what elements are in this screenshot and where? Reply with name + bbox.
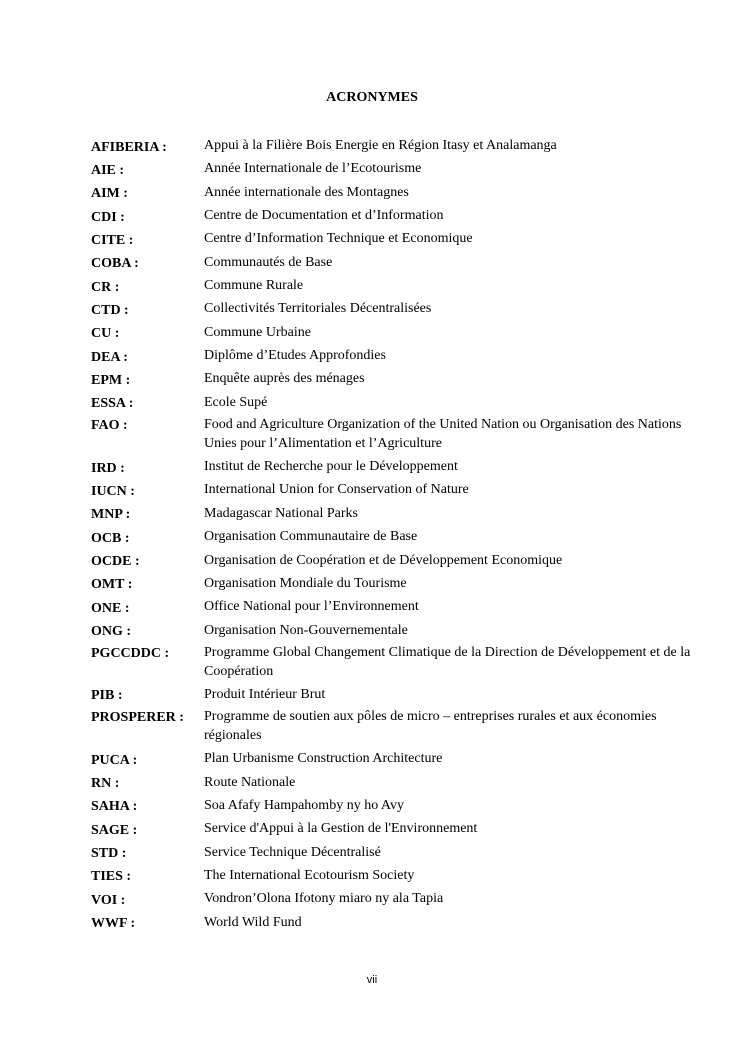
- acronym-definition: Commune Urbaine: [204, 324, 311, 340]
- acronym-abbr: AFIBERIA :: [91, 139, 167, 155]
- acronym-definition: Organisation Communautaire de Base: [204, 529, 418, 545]
- acronym-row: [91, 819, 691, 838]
- acronym-abbr: PIB :: [91, 688, 123, 704]
- acronym-definition: Programme Global Changement Climatique de la Direction de Développement et de la Coopération: [204, 644, 691, 679]
- acronym-definition: Collectivités Territoriales Décentralisées: [204, 301, 432, 317]
- acronym-definition: Institut de Recherche pour le Développement: [204, 459, 458, 475]
- acronym-abbr: IUCN :: [91, 483, 135, 499]
- acronym-abbr: AIM :: [91, 186, 128, 202]
- acronym-abbr: SAGE :: [91, 822, 138, 838]
- acronym-definition: Soa Afafy Hampahomby ny ho Avy: [204, 797, 404, 813]
- acronym-abbr: WWF :: [91, 916, 136, 932]
- acronym-abbr: IRD :: [91, 460, 125, 476]
- acronym-row: [91, 621, 691, 640]
- acronym-definition: Organisation Non-Gouvernementale: [204, 622, 408, 638]
- acronym-row: [91, 299, 691, 318]
- acronym-definition: Food and Agriculture Organization of the United Nation ou Organisation des Nations Unies pour l’Alimentation et l’Agriculture: [204, 416, 682, 451]
- acronym-abbr: RN :: [91, 776, 120, 792]
- acronym-abbr: PGCCDDC :: [91, 646, 170, 662]
- acronym-list: [91, 136, 691, 936]
- acronym-abbr: OMT :: [91, 577, 133, 593]
- acronym-definition: Service Technique Décentralisé: [204, 844, 381, 860]
- acronym-row: [91, 183, 691, 202]
- acronym-row: [91, 504, 691, 523]
- acronym-definition: Route Nationale: [204, 774, 296, 790]
- acronym-abbr: TIES :: [91, 869, 132, 885]
- acronym-definition: International Union for Conservation of Nature: [204, 482, 469, 498]
- acronym-abbr: CU :: [91, 326, 120, 342]
- acronym-row: [91, 749, 691, 768]
- acronym-row: [91, 866, 691, 885]
- acronym-abbr: PROSPERER :: [91, 710, 184, 726]
- acronym-definition: Programme de soutien aux pôles de micro – entreprises rurales et aux économies régionales: [204, 708, 657, 743]
- acronym-row: [91, 136, 691, 155]
- acronym-row: [91, 597, 691, 616]
- acronym-definition: Plan Urbanisme Construction Architecture: [204, 751, 443, 767]
- acronym-row: [91, 889, 691, 908]
- acronym-definition: Enquête auprès des ménages: [204, 371, 365, 387]
- acronym-abbr: SAHA :: [91, 799, 138, 815]
- acronym-abbr: VOI :: [91, 892, 126, 908]
- acronym-definition: Année Internationale de l’Ecotourisme: [204, 161, 422, 177]
- acronym-row: [91, 551, 691, 570]
- acronym-abbr: OCDE :: [91, 554, 140, 569]
- acronym-definition: World Wild Fund: [204, 914, 302, 930]
- acronym-definition: Centre d’Information Technique et Economique: [204, 231, 473, 247]
- acronym-abbr: CITE :: [91, 232, 134, 248]
- acronym-abbr: DEA :: [91, 349, 128, 365]
- acronym-row: [91, 229, 691, 248]
- acronym-row: [91, 843, 691, 862]
- acronym-row: [91, 527, 691, 546]
- acronym-row: [91, 323, 691, 342]
- acronym-abbr: STD :: [91, 846, 127, 862]
- acronym-row: [91, 159, 691, 178]
- acronym-abbr: CTD :: [91, 302, 129, 318]
- acronym-abbr: COBA :: [91, 256, 139, 272]
- acronym-abbr: ONG :: [91, 624, 132, 640]
- acronym-definition: Organisation Mondiale du Tourisme: [204, 575, 407, 591]
- acronym-definition: Office National pour l’Environnement: [204, 599, 419, 615]
- acronym-definition: Ecole Supé: [204, 394, 268, 410]
- acronym-definition: Madagascar National Parks: [204, 505, 358, 521]
- acronym-definition: Commune Rurale: [204, 278, 304, 294]
- acronym-definition: Vondron’Olona Ifotony miaro ny ala Tapia: [204, 891, 444, 907]
- acronym-abbr: CDI :: [91, 209, 125, 225]
- acronym-abbr: CR :: [91, 279, 120, 295]
- acronym-abbr: FAO :: [91, 418, 128, 434]
- acronym-definition: Communautés de Base: [204, 254, 333, 270]
- acronym-row: [91, 393, 691, 412]
- acronym-abbr: PUCA :: [91, 752, 138, 768]
- acronym-abbr: AIE :: [91, 162, 125, 178]
- acronym-row: [91, 415, 691, 453]
- acronym-row: [91, 457, 691, 476]
- acronym-definition: Organisation de Coopération et de Développement Economique: [204, 552, 563, 568]
- acronym-definition: The International Ecotourism Society: [204, 867, 415, 883]
- acronym-abbr: ONE :: [91, 600, 130, 616]
- acronym-abbr: MNP :: [91, 507, 131, 523]
- acronym-row: [91, 253, 691, 272]
- acronym-abbr: ESSA :: [91, 396, 134, 412]
- acronym-row: [91, 685, 691, 704]
- acronym-row: [91, 643, 691, 681]
- page-title: ACRONYMES: [326, 90, 418, 105]
- acronym-row: [91, 913, 691, 932]
- acronym-row: [91, 206, 691, 225]
- acronym-row: [91, 369, 691, 388]
- acronym-row: [91, 346, 691, 365]
- acronym-row: [91, 796, 691, 815]
- acronym-definition: Produit Intérieur Brut: [204, 686, 326, 702]
- acronym-row: [91, 574, 691, 593]
- acronym-definition: Service d'Appui à la Gestion de l'Environnement: [204, 821, 478, 837]
- acronym-definition: Année internationale des Montagnes: [204, 184, 409, 200]
- acronym-row: [91, 480, 691, 499]
- acronym-row: [91, 276, 691, 295]
- acronym-abbr: EPM :: [91, 372, 131, 388]
- acronym-row: [91, 773, 691, 792]
- acronym-definition: Diplôme d’Etudes Approfondies: [204, 348, 386, 364]
- acronym-definition: Appui à la Filière Bois Energie en Région Itasy et Analamanga: [204, 138, 557, 153]
- acronym-row: [91, 707, 691, 745]
- acronym-abbr: OCB :: [91, 530, 130, 546]
- page-number: vii: [366, 974, 378, 986]
- acronym-definition: Centre de Documentation et d’Information: [204, 208, 444, 224]
